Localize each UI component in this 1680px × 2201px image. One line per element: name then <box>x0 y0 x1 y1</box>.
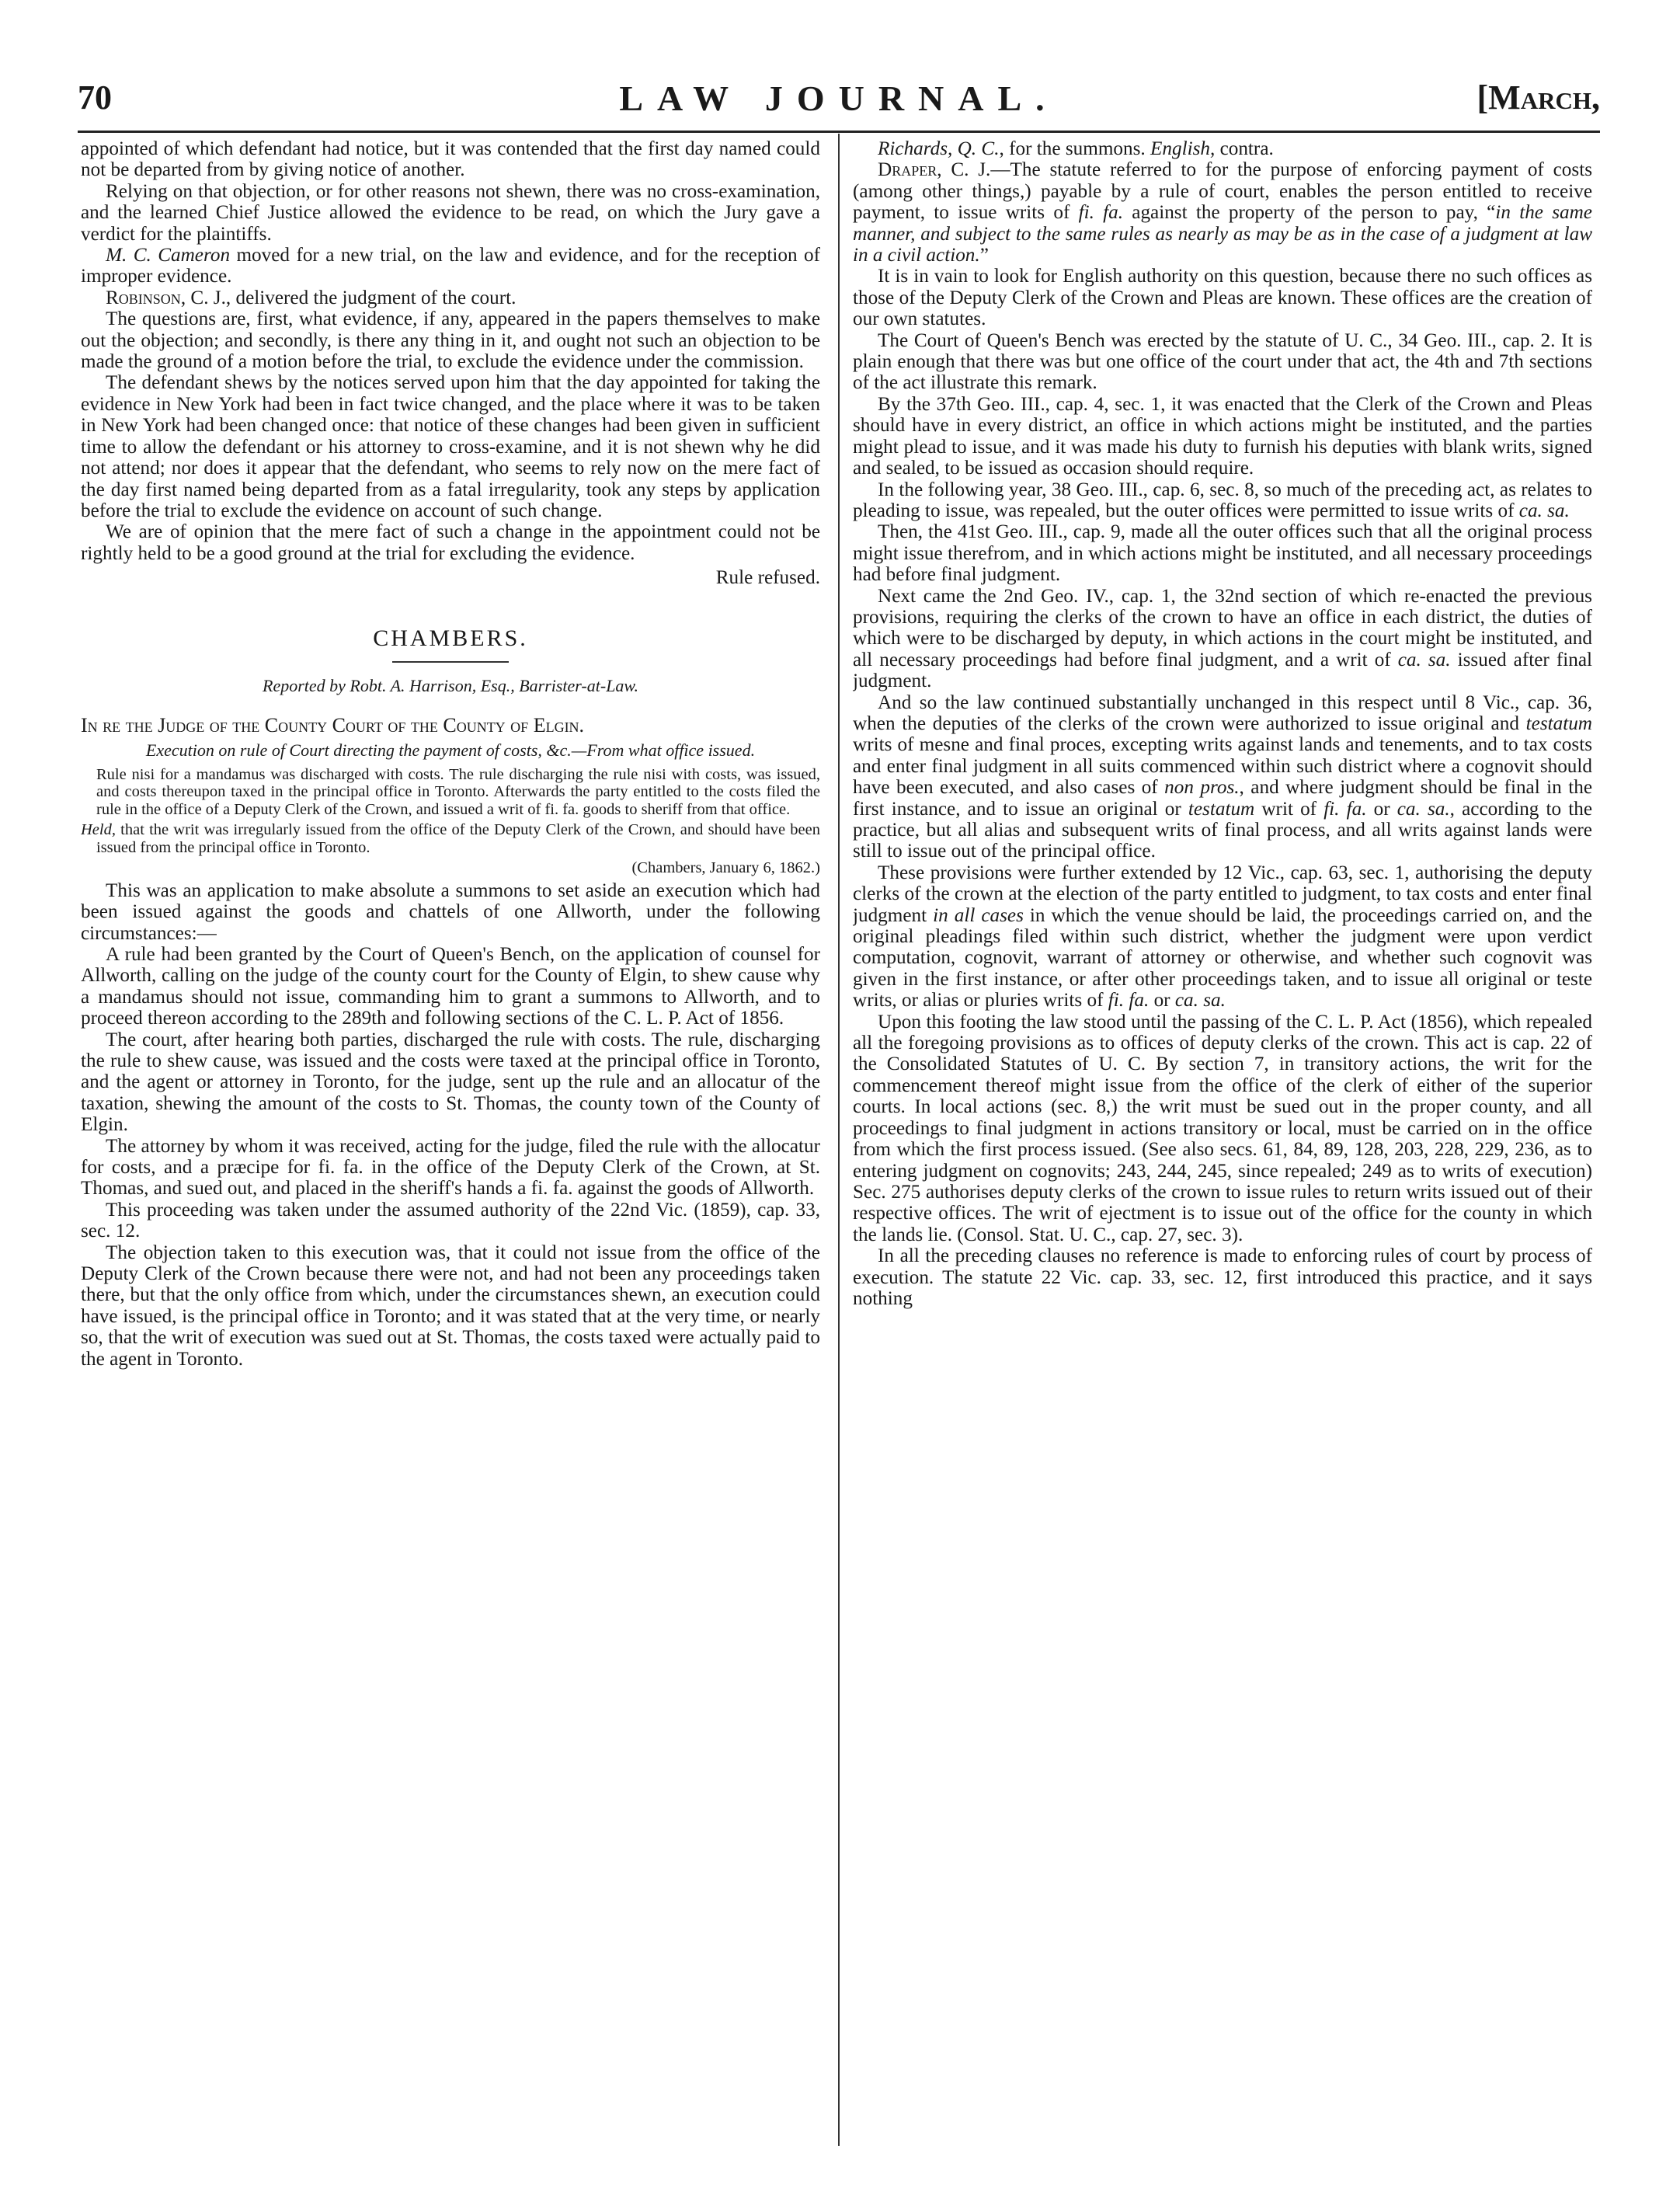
header-rule <box>78 131 1600 133</box>
paragraph: The attorney by whom it was received, acting for the judge, filed the rule with the allocatur for costs, and a præcipe for fi. fa. in the office of the Deputy Clerk of the Crown, at St. Thomas, and sued out, and placed in the sheriff's hands a fi. fa. against the goods of Allworth. <box>81 1135 820 1200</box>
paragraph: In the following year, 38 Geo. III., cap. 6, sec. 8, so much of the preceding act, as relates to pleading to issue, was repealed, but the outer offices were permitted to issue writs of ca. sa. <box>853 479 1592 521</box>
paragraph: It is in vain to look for English authority on this question, because there no such offices as those of the Deputy Clerk of the Crown and Pleas are known. These offices are the creation of our own statutes. <box>853 266 1592 330</box>
paragraph: In all the preceding clauses no reference is made to enforcing rules of court by process of execution. The statute 22 Vic. cap. 33, sec. 12, first introduced this practice, and it says nothing <box>853 1245 1592 1309</box>
column-divider <box>838 134 840 2146</box>
paragraph: A rule had been granted by the Court of Queen's Bench, on the application of counsel for Allworth, calling on the judge of the county court for the County of Elgin, to shew cause why a mandamus should not issue, commanding him to grant a summons to Allworth, and to proceed thereon according to the 289th and following sections of the C. L. P. Act of 1856. <box>81 943 820 1029</box>
paragraph: Relying on that objection, or for other reasons not shewn, there was no cross-examination, and the learned Chief Justice allowed the evidence to be read, on which the Jury gave a verdict for the plaintiffs. <box>81 180 820 245</box>
left-column <box>81 138 820 2143</box>
rule-refused: Rule refused. <box>715 567 820 589</box>
counsel-name: M. C. Cameron <box>106 245 231 266</box>
section-title: CHAMBERS. <box>373 625 528 651</box>
issue-month: [March, <box>1477 78 1600 117</box>
paragraph: M. C. Cameron moved for a new trial, on the law and evidence, and for the reception of improper evidence. <box>81 245 820 287</box>
paragraph: The Court of Queen's Bench was erected by the statute of U. C., 34 Geo. III., cap. 2. It is plain enough that there was but one office of the court under that act, the 4th and 7th sections of the act illustrate this remark. <box>853 329 1592 394</box>
paragraph: The defendant shews by the notices served upon him that the day appointed for taking the evidence in New York had been in fact twice changed, and the place where it was to be taken in New York had been changed once: that notice of these changes had been given in sufficient time to allow the defendant or his attorney to cross-examine, and it is not shewn why he did not attend; nor does it appear that the defendant, who seems to rely now on the mere fact of the day first named being departed from as a fatal irregularity, took any steps by application before the trial to exclude the evidence on account of such change. <box>81 372 820 521</box>
judge-name: Robinson <box>106 287 181 308</box>
headnote-subject: Execution on rule of Court directing the payment of costs, &c.—From what office issued. <box>145 740 756 760</box>
paragraph: Robinson, C. J., delivered the judgment of the court. <box>106 287 517 308</box>
paragraph: This proceeding was taken under the assumed authority of the 22nd Vic. (1859), cap. 33, sec. 12. <box>81 1199 820 1242</box>
headnote-date: (Chambers, January 6, 1862.) <box>631 859 820 877</box>
paragraph: appointed of which defendant had notice, but it was contended that the first day named could not be departed from by giving notice of another. <box>81 138 820 181</box>
paragraph: And so the law continued substantially unchanged in this respect until 8 Vic., cap. 36, when the deputies of the clerks of the crown were authorized to issue original and testatum writs of mesne and final proces, excepting writs against lands and tenements, and to tax costs and enter final judgment in all suits commenced within such district where a cognovit should have been executed, and also cases of non pros., and where judgment should be final in the first instance, and to issue an original or testatum writ of fi. fa. or ca. sa., according to the practice, but all alias and subsequent writs of final process, and all writs against lands were still to issue out of the principal office. <box>853 691 1592 862</box>
paragraph: The court, after hearing both parties, discharged the rule with costs. The rule, discharging the rule to shew cause, was issued and the costs were taxed at the principal office in Toronto, and the agent or attorney in Toronto, for the judge, sent up the rule and an allocatur of the taxation, shewing the amount of the costs to St. Thomas, the county town of the County of Elgin. <box>81 1029 820 1136</box>
headnote-held: Held, that the writ was irregularly issued from the office of the Deputy Clerk of the Crown, and should have been issued from the principal office in Toronto. <box>81 821 820 856</box>
paragraph: The questions are, first, what evidence, if any, appeared in the papers themselves to make out the objection; and secondly, is there any thing in it, and ought not such an objection to be made the ground of a motion before the trial, to exclude the evidence under the commission. <box>81 308 820 373</box>
paragraph: Next came the 2nd Geo. IV., cap. 1, the 32nd section of which re-enacted the previous provisions, requiring the clerks of the crown to have an office in each district, the duties of which were to be discharged by deputy, in which actions in the court might be instituted, and all necessary proceedings had before final judgment, and a writ of ca. sa. issued after final judgment. <box>853 585 1592 692</box>
right-column <box>853 138 1592 2143</box>
headnote: Rule nisi for a mandamus was discharged with costs. The rule discharging the rule nisi with costs, was issued, and costs thereupon taxed in the principal office in Toronto. Afterwards the party entitled to the costs filed the rule in the office of a Deputy Clerk of the Crown, and issued a writ of fi. fa. goods to sheriff from that office. <box>96 765 820 818</box>
paragraph: Draper, C. J.—The statute referred to for the purpose of enforcing payment of costs (among other things,) payable by a rule of court, enables the person entitled to receive payment, to issue writs of fi. fa. against the property of the person to pay, “in the same manner, and subject to the same rules as nearly as may be as in the case of a judgment at law in a civil action.” <box>853 159 1592 266</box>
page-header <box>78 78 1600 127</box>
paragraph: Then, the 41st Geo. III., cap. 9, made all the outer offices such that all the original process might issue therefrom, and in which actions might be instituted, and all necessary proceedings had before final judgment. <box>853 521 1592 586</box>
paragraph: By the 37th Geo. III., cap. 4, sec. 1, it was enacted that the Clerk of the Crown and Pleas should have in every district, an office in which actions might be instituted, and the parties might plead to issue, and it was made his duty to furnish his deputies with blank writs, signed and sealed, to be issued as occasion should require. <box>853 393 1592 479</box>
case-title: In re the Judge of the County Court of the County of Elgin. <box>81 714 585 737</box>
section-rule <box>392 661 509 663</box>
paragraph: Upon this footing the law stood until the passing of the C. L. P. Act (1856), which repealed all the foregoing provisions as to offices of deputy clerks of the crown. This act is cap. 22 of the Consolidated Statutes of U. C. By section 7, in transitory actions, the writ for the commencement thereof might issue from the office of the clerk of either of the superior courts. In local actions (sec. 8,) the writ must be sued out in the proper county, and all proceedings to final judgment in actions transitory or local, must be carried on in the office from which the first process issued. (See also secs. 61, 84, 89, 128, 203, 228, 229, 236, as to entering judgment on cognovits; 243, 244, 245, since repealed; 249 as to writs of execution) Sec. 275 authorises deputy clerks of the crown to issue rules to return writs issued out of their respective offices. The writ of ejectment is to issue out of the office for the county in which the lands lie. (Consol. Stat. U. C., cap. 27, sec. 3). <box>853 1011 1592 1245</box>
paragraph: The objection taken to this execution was, that it could not issue from the office of the Deputy Clerk of the Crown because there were not, and had not been any proceedings taken there, but that the only office from which, under the circumstances shewn, an execution could have issued, is the principal office in Toronto; and it was stated that at the very time, or nearly so, that the writ of execution was sued out at St. Thomas, the costs taxed were actually paid to the agent in Toronto. <box>81 1242 820 1370</box>
paragraph: This was an application to make absolute a summons to set aside an execution which had been issued against the goods and chattels of one Allworth, under the following circumstances:— <box>81 879 820 944</box>
page-number: 70 <box>78 78 112 117</box>
journal-title: LAW JOURNAL. <box>619 78 1059 118</box>
paragraph: These provisions were further extended by 12 Vic., cap. 63, sec. 1, authorising the deputy clerks of the crown at the election of the party entitled to judgment, to tax costs and enter final judgment in all cases in which the venue should be laid, the proceedings carried on, and the original pleadings filed within such district, whether the judgment were upon verdict computation, cognovit, warrant of attorney or otherwise, and whether such cognovit was given in the first instance, or after other proceedings taken, and to issue all original or teste writs, or alias or pluries writs of fi. fa. or ca. sa. <box>853 862 1592 1012</box>
paragraph: We are of opinion that the mere fact of such a change in the appointment could not be rightly held to be a good ground at the trial for excluding the evidence. <box>81 521 820 564</box>
reporter-line: Reported by Robt. A. Harrison, Esq., Barrister-at-Law. <box>263 675 638 695</box>
paragraph: Richards, Q. C., for the summons. English, contra. <box>878 138 1274 159</box>
